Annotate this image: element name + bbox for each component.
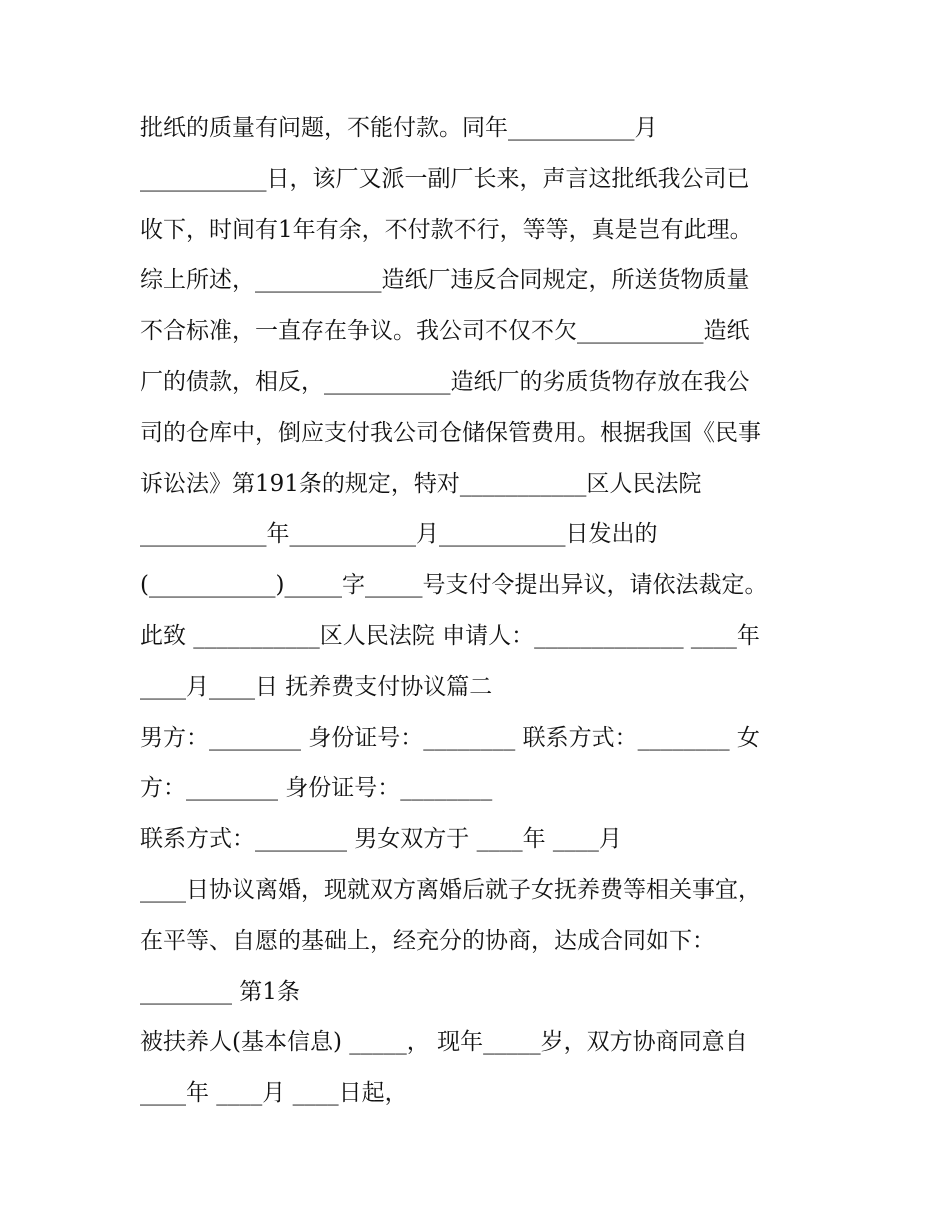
text-line-14: 方：________ 身份证号：________ xyxy=(140,775,493,802)
text-line-19: 被扶养人(基本信息) _____， 现年_____岁，双方协商同意自 xyxy=(140,1029,748,1056)
text-line-11: 此致 ___________区人民法院 申请人：_____________ ____年 xyxy=(140,622,760,649)
text-line-7: 司的仓库中，倒应支付我公司仓储保管费用。根据我国《民事 xyxy=(140,419,761,446)
text-line-17: 在平等、自愿的基础上，经充分的协商，达成合同如下： xyxy=(140,927,715,954)
text-line-4: 综上所述，___________造纸厂违反合同规定，所送货物质量 xyxy=(140,267,750,294)
text-line-8: 诉讼法》第191条的规定，特对___________区人民法院 xyxy=(140,470,702,497)
text-line-20: ____年 ____月 ____日起， xyxy=(140,1080,408,1107)
text-line-5: 不合标准，一直存在争议。我公司不仅不欠___________造纸 xyxy=(140,318,750,345)
text-line-18: ________ 第1条 xyxy=(140,978,300,1005)
text-line-10: (___________)_____字_____号支付令提出异议，请依法裁定。 xyxy=(140,572,768,599)
text-line-13: 男方：________ 身份证号：________ 联系方式：________ 女 xyxy=(140,724,760,751)
text-line-16: ____日协议离婚，现就双方离婚后就子女抚养费等相关事宜， xyxy=(140,876,761,903)
text-line-15: 联系方式：________ 男女双方于 ____年 ____月 xyxy=(140,826,622,853)
text-line-2: ___________日，该厂又派一副厂长来，声言这批纸我公司已 xyxy=(140,165,750,192)
text-line-6: 厂的债款，相反，___________造纸厂的劣质货物存放在我公 xyxy=(140,368,750,395)
text-line-1: 批纸的质量有问题，不能付款。同年___________月 xyxy=(140,115,658,141)
text-line-12: ____月____日 抚养费支付协议篇二 xyxy=(140,673,493,700)
text-line-9: ___________年___________月___________日发出的 xyxy=(140,521,658,548)
document-body xyxy=(140,103,810,1119)
text-line-3: 收下，时间有1年有余，不付款不行，等等，真是岂有此理。 xyxy=(140,216,753,243)
